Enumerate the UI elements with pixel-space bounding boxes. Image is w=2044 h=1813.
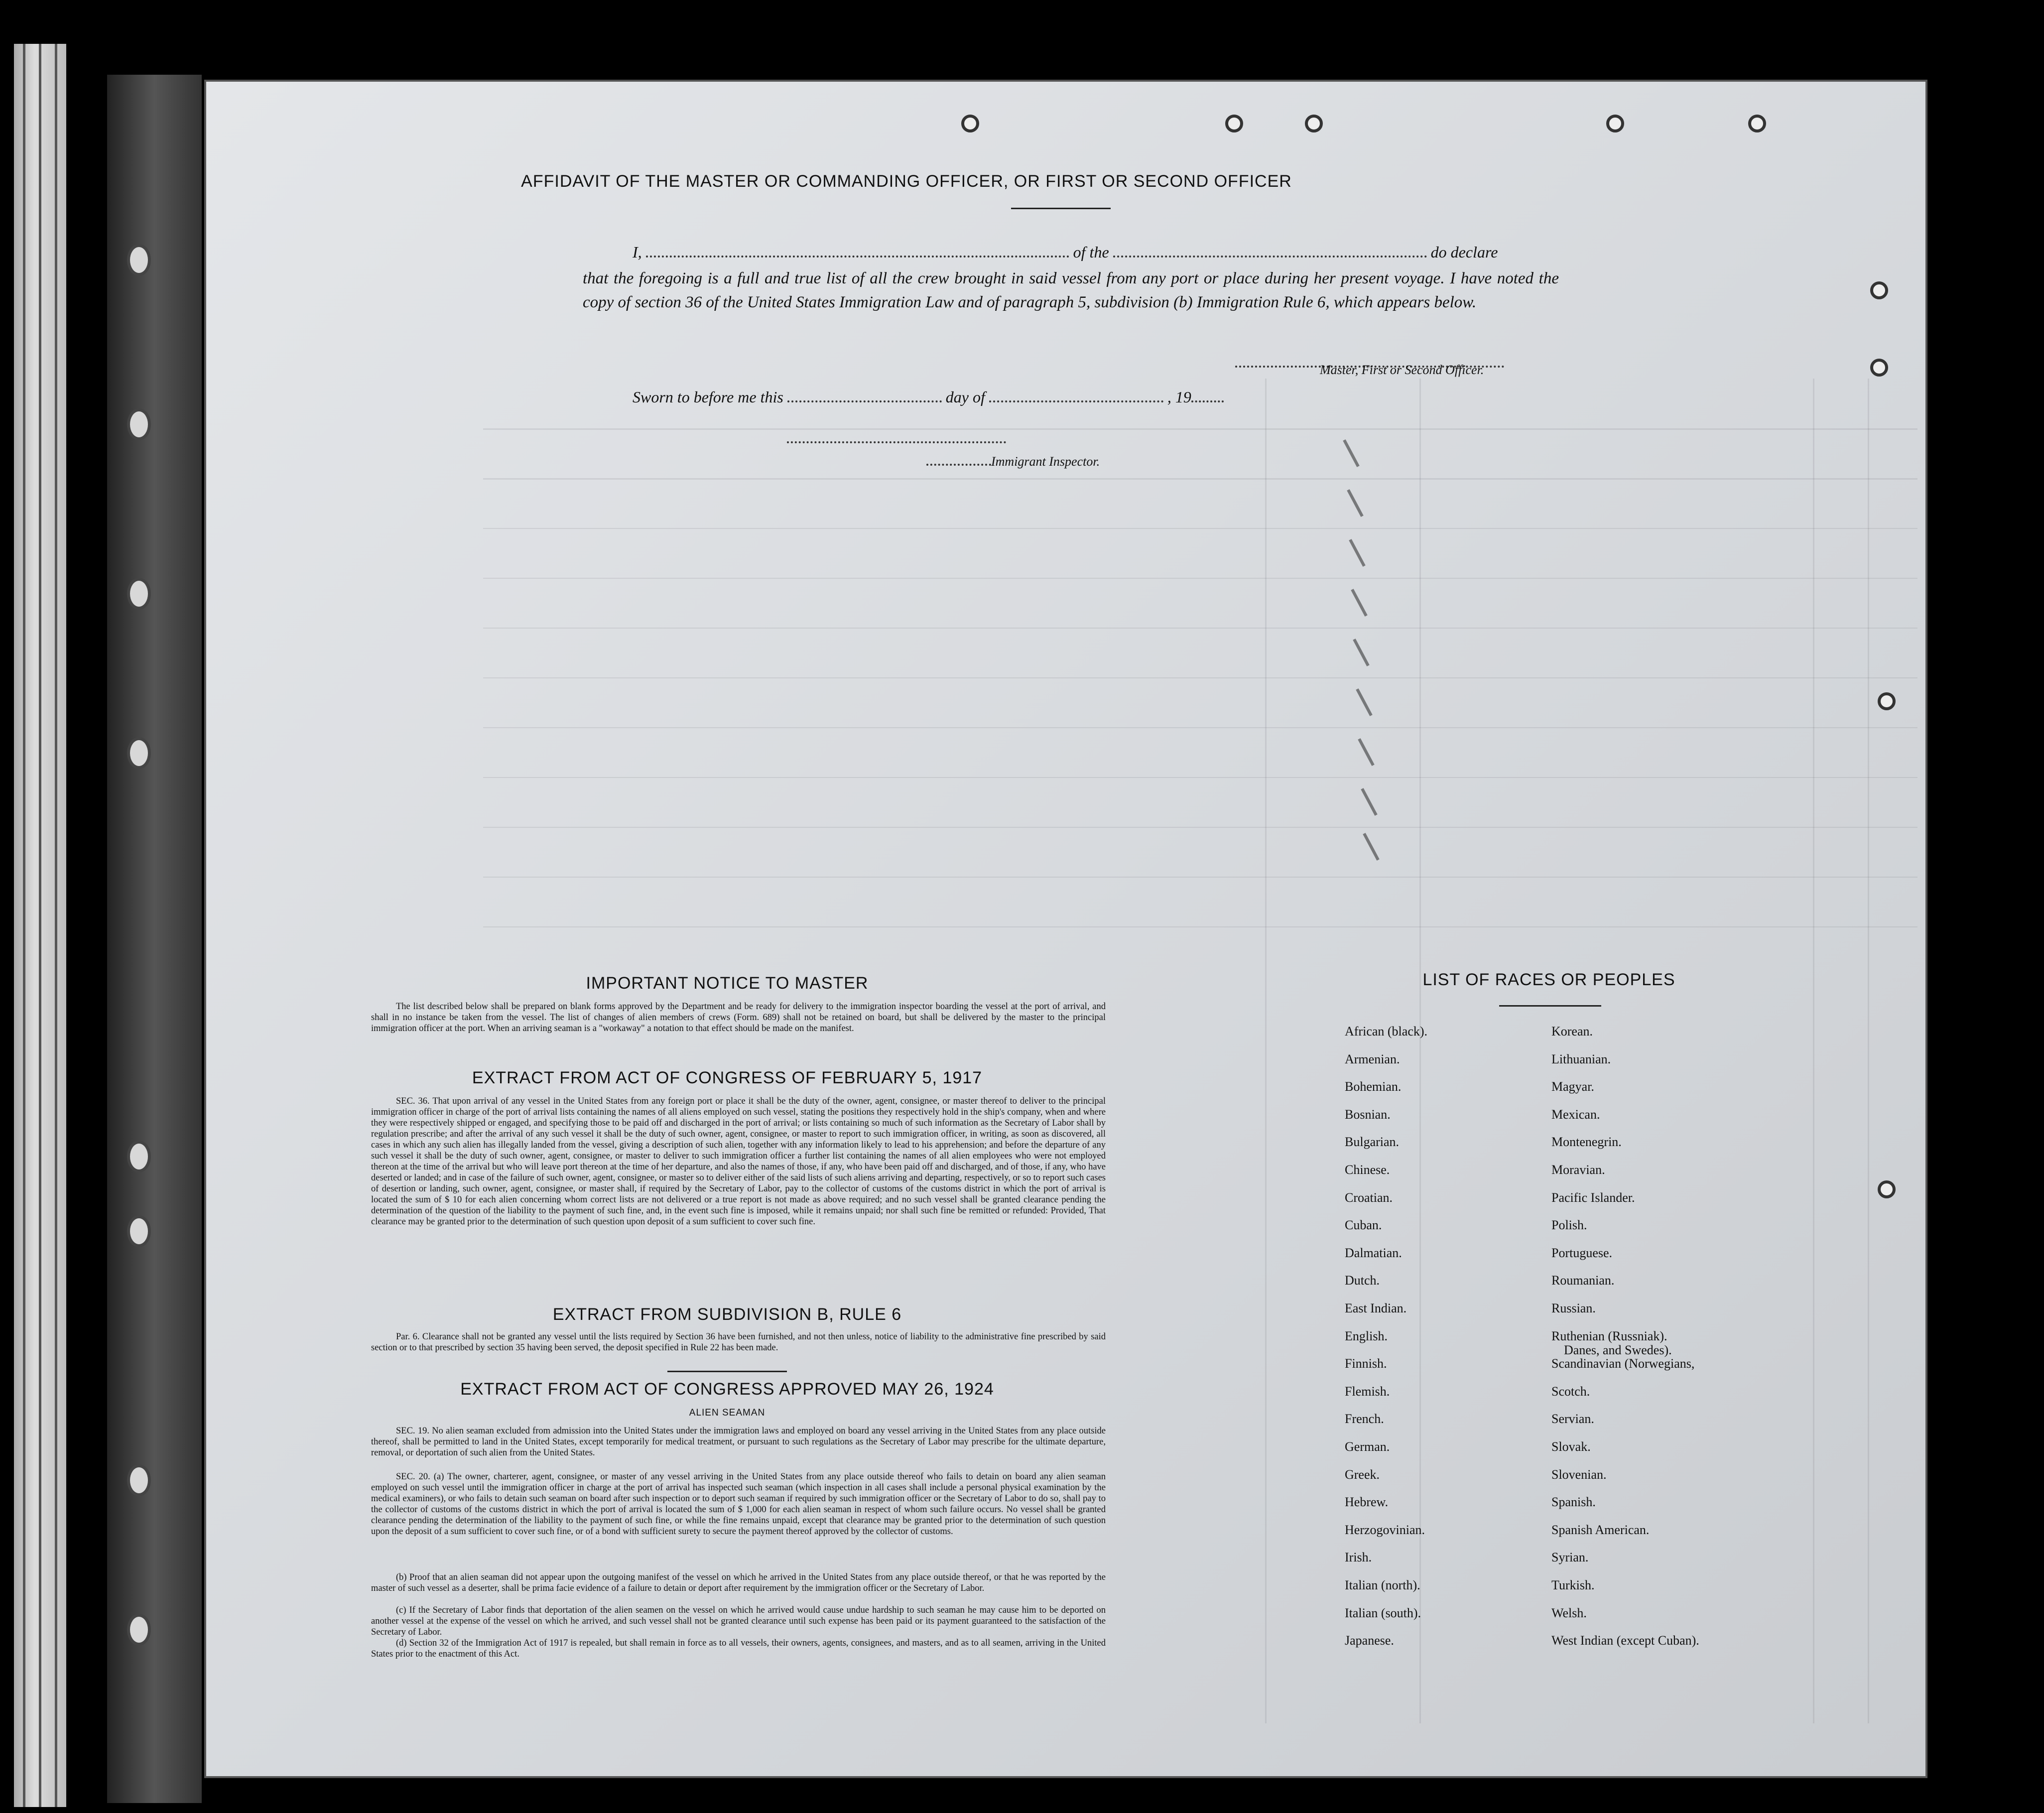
binding-hole	[127, 1215, 151, 1247]
race-item: Bosnian.	[1345, 1107, 1391, 1122]
race-item: Scotch.	[1551, 1384, 1590, 1399]
book-binding	[107, 75, 202, 1803]
binding-hole	[127, 1464, 151, 1496]
sec19-text: SEC. 19. No alien seaman excluded from admission into the United States under the immigration laws and employed on board any vessel arriving in the United States from any place outside thereof, shall be permitted to land in the United States, except temporarily for medical treatment, or pursuant to such regulations as the Secretary of Labor may prescribe for the ultimate departure, removal, or deportation of such alien from the United States.	[371, 1426, 1106, 1458]
race-item: Dalmatian.	[1345, 1245, 1402, 1260]
extract-1924-title: EXTRACT FROM ACT OF CONGRESS APPROVED MAY 26, 1924	[460, 1380, 994, 1399]
race-item: German.	[1345, 1439, 1390, 1454]
race-item: Polish.	[1551, 1218, 1587, 1233]
race-item: Scandinavian (Norwegians,	[1551, 1356, 1695, 1371]
race-item: Pacific Islander.	[1551, 1190, 1635, 1205]
race-item: Dutch.	[1345, 1273, 1380, 1288]
race-item: Spanish American.	[1551, 1522, 1650, 1537]
affidavit-body: that the foregoing is a full and true list of all the crew brought in said vessel from any port or place during her present voyage. I have noted the copy of section 36 of the United States Immigration Law and of paragraph 5, subdivision (b) Immigration Rule 6, which appears below.	[583, 269, 1559, 311]
race-item: West Indian (except Cuban).	[1551, 1633, 1699, 1648]
sec20d-text: (d) Section 32 of the Immigration Act of 1917 is repealed, but shall remain in force as to all vessels, their owners, agents, consignees, and masters, and as to all seamen, arriving in the United States prior to the enactment of this Act.	[371, 1638, 1106, 1659]
race-item: Finnish.	[1345, 1356, 1387, 1371]
extract-1917-text: SEC. 36. That upon arrival of any vessel in the United States from any foreign port or place it shall be the duty of the owner, agent, consignee, or master thereof to deliver to the principal immigration officer in charge of the port of arrival lists containing the names of all aliens employed on such vessel, stating the positions they respectively hold in the ship's company, when and where they were respectively shipped or engaged, and specifying those to be paid off and discharged in the port of arrival; or lists containing so much of such information as the Secretary of Labor shall by regulation prescribe; and after the arrival of any such vessel it shall be the duty of such owner, agent, consignee, or master to report to such immigration officer, in writing, as soon as discovered, all cases in which any such alien has illegally landed from the vessel, giving a description of such alien, together with any information likely to lead to his apprehension; and before the departure of any such vessel it shall be the duty of such owner, agent, consignee, or master to deliver to such immigration officer a further list containing the names of all alien employees who were not employed thereon at the time of the arrival but who will leave port thereon at the time of her departure, and also the names of those, if any, who have been paid off and discharged, and of those, if any, who have deserted or landed; and in case of the failure of such owner, agent, consignee, or master so to deliver either of the said lists of such aliens arriving and departing, respectively, or so to report such cases of desertion or landing, such owner, agent, consignee, or master shall, if required by the Secretary of Labor, pay to the collector of customs of the customs district in which the port of arrival is located the sum of $ 10 for each alien concerning whom correct lists are not delivered or a true report is not made as above required; and no such vessel shall be granted clearance pending the determination of the question of the liability to the payment of such fine, and, in the event such fine is imposed, while it remains unpaid; nor shall such fine be remitted or refunded: Provided, That clearance may be granted prior to the determination of such question upon deposit of a sum sufficient to cover such fine.	[371, 1096, 1106, 1227]
race-item: Spanish.	[1551, 1495, 1596, 1510]
race-item: French.	[1345, 1412, 1384, 1426]
race-item: Greek.	[1345, 1467, 1380, 1482]
race-item: Hebrew.	[1345, 1495, 1389, 1510]
race-item: Armenian.	[1345, 1051, 1400, 1066]
race-item: Syrian.	[1551, 1550, 1589, 1565]
extract-1924-subtitle: ALIEN SEAMAN	[689, 1408, 766, 1418]
races-title: LIST OF RACES OR PEOPLES	[1422, 970, 1675, 989]
race-item: African (black).	[1345, 1024, 1428, 1038]
notice-title: IMPORTANT NOTICE TO MASTER	[586, 974, 869, 993]
race-item: Portuguese.	[1551, 1245, 1613, 1260]
binding-hole	[127, 1141, 151, 1172]
rule6-text: Par. 6. Clearance shall not be granted any vessel until the lists required by Section 36 have been furnished, and not then unless, notice of liability to the administrative fine prescribed by said section or to that prescribed by section 35 having been served, the deposit specified in Rule 22 has been made.	[371, 1332, 1106, 1353]
race-item: Turkish.	[1551, 1578, 1595, 1592]
notice-text: The list described below shall be prepared on blank forms approved by the Department and be ready for delivery to the immigration inspector boarding the vessel at the port of arrival, and shall in no instance be taken from the vessel. The list of changes of alien members of crews (Form. 689) shall not be retained on board, but shall be delivered by the master to the principal immigration officer at the port. When an arriving seaman is a "workaway" a notation to that effect should be made on the manifest.	[371, 1002, 1106, 1034]
title-rule	[1011, 208, 1111, 209]
race-item: Italian (north).	[1345, 1578, 1420, 1592]
affidavit-title: AFFIDAVIT OF THE MASTER OR COMMANDING OFFICER, OR FIRST OR SECOND OFFICER	[521, 172, 1292, 191]
race-item: Korean.	[1551, 1024, 1593, 1038]
race-item: Bulgarian.	[1345, 1135, 1400, 1150]
film-strip-edge	[14, 44, 66, 1807]
race-item: Slovenian.	[1551, 1467, 1607, 1482]
race-item: Irish.	[1345, 1550, 1372, 1565]
binding-hole	[127, 737, 151, 769]
extract-1917-title: EXTRACT FROM ACT OF CONGRESS OF FEBRUARY 5, 1917	[472, 1068, 983, 1087]
sec20c-text: (c) If the Secretary of Labor finds that deportation of the alien seamen on the vessel on which he arrived would cause undue hardship to such seaman he may cause him to be deported on another vessel at the expense of the vessel on which he arrived, and such vessel shall not be granted clearance until such expense has been paid or its payment guaranteed to the satisfaction of the Secretary of Labor.	[371, 1605, 1106, 1637]
race-item: Flemish.	[1345, 1384, 1390, 1399]
inspector-line	[787, 428, 1006, 443]
race-item: Moravian.	[1551, 1163, 1605, 1177]
sec20a-text: SEC. 20. (a) The owner, charterer, agent, consignee, or master of any vessel arriving in the United States from any place outside thereof who fails to detain on board any alien seaman employed on such vessel until the immigration officer in charge at the port of arrival has inspected such seaman (which inspection in all cases shall include a personal physical examination by the medical examiners), or who fails to detain such seaman on board after such inspection or to deport such seaman if required by such immigration officer or the Secretary of Labor to do so, shall pay to the collector of customs of the customs district in which the port of arrival is located the sum of $ 1,000 for each alien seaman in respect of whom such failure occurs. No vessel shall be granted clearance pending the determination of the liability to the payment of such fine, or while the fine remains unpaid, except that clearance may be granted prior to the determination of such question upon the deposit of a sum sufficient to cover such fine, or of a bond with sufficient surety to secure the payment thereof approved by the collector of customs.	[371, 1472, 1106, 1537]
race-item: Croatian.	[1345, 1190, 1393, 1205]
binding-hole	[127, 244, 151, 276]
binding-hole	[127, 408, 151, 440]
race-item: Roumanian.	[1551, 1273, 1615, 1288]
sec20b-text: (b) Proof that an alien seaman did not appear upon the outgoing manifest of the vessel on which he arrived in the United States from any place outside thereof, or that he was reported by the master of such vessel as a deserter, shall be prima facie evidence of a failure to detain or deport after requirement by the immigration officer or the Secretary of Labor.	[371, 1572, 1106, 1593]
race-item: Mexican.	[1551, 1107, 1600, 1122]
race-item: Cuban.	[1345, 1218, 1382, 1233]
race-item: Lithuanian.	[1551, 1051, 1611, 1066]
race-item: Bohemian.	[1345, 1079, 1402, 1094]
race-item: Italian (south).	[1345, 1605, 1421, 1620]
race-item: Danes, and Swedes).	[1564, 1342, 1672, 1357]
binding-hole	[127, 578, 151, 610]
race-item: Magyar.	[1551, 1079, 1594, 1094]
race-item: Servian.	[1551, 1412, 1594, 1426]
declaration-line: I, of the do declare	[633, 243, 1498, 261]
rule6-title: EXTRACT FROM SUBDIVISION B, RULE 6	[552, 1305, 902, 1324]
race-item: Chinese.	[1345, 1163, 1390, 1177]
race-item: Ruthenian (Russniak).	[1551, 1328, 1667, 1343]
sworn-line: Sworn to before me this day of , 19	[633, 388, 1224, 406]
race-item: Welsh.	[1551, 1605, 1587, 1620]
race-item: Herzogovinian.	[1345, 1522, 1425, 1537]
race-item: Montenegrin.	[1551, 1135, 1622, 1150]
binding-hole	[127, 1614, 151, 1646]
inspector-label: Immigrant Inspector.	[926, 451, 1100, 469]
race-item: English.	[1345, 1328, 1388, 1343]
signature-label: Master, First or Second Officer.	[1320, 363, 1484, 377]
race-item: East Indian.	[1345, 1301, 1407, 1315]
race-item: Japanese.	[1345, 1633, 1394, 1648]
race-item: Slovak.	[1551, 1439, 1591, 1454]
race-item: Russian.	[1551, 1301, 1596, 1315]
